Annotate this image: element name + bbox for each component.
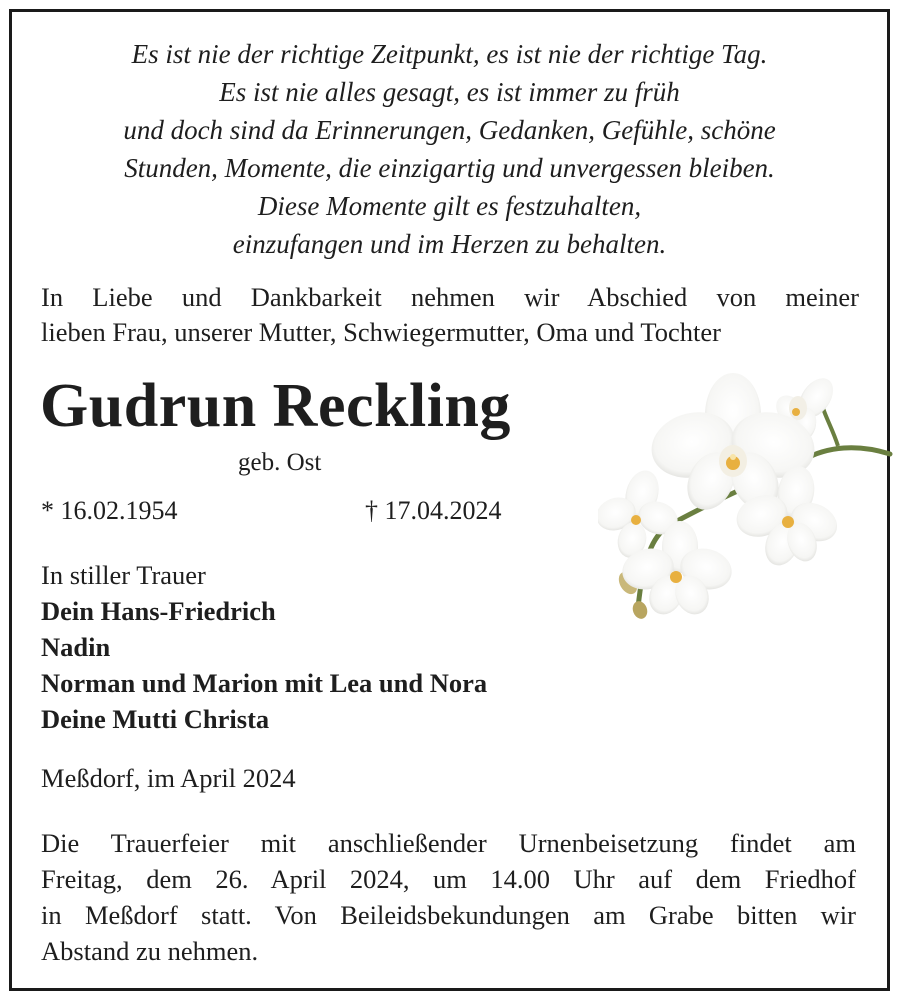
poem-line: Stunden, Momente, die einzigartig und unvergessen bleiben.: [124, 153, 775, 183]
poem-line: einzufangen und im Herzen zu behalten.: [232, 229, 667, 259]
mourner-name: Deine Mutti Christa: [41, 704, 270, 734]
poem-line: Diese Momente gilt es festzuhalten,: [257, 191, 642, 221]
mourner-name: Nadin: [41, 632, 111, 662]
deceased-name: Gudrun Reckling: [40, 372, 511, 440]
funeral-notice: [41, 825, 856, 969]
funeral-line: Abstand zu nehmen.: [41, 936, 259, 966]
memorial-poem: [0, 35, 899, 263]
funeral-line: Freitag, dem 26. April 2024, um 14.00 Uhr auf dem Friedhof: [41, 864, 856, 894]
maiden-name: geb. Ost: [238, 449, 322, 476]
farewell-intro: [41, 280, 859, 350]
death-date: † 17.04.2024: [365, 496, 502, 525]
mourner-name: Dein Hans-Friedrich: [41, 596, 276, 626]
mourner-name: Norman und Marion mit Lea und Nora: [41, 668, 488, 698]
funeral-line: Die Trauerfeier mit anschließender Urnenbeisetzung findet am: [41, 828, 856, 858]
poem-line: und doch sind da Erinnerungen, Gedanken, Gefühle, schöne: [123, 115, 776, 145]
funeral-line: in Meßdorf statt. Von Beileidsbekundungen am Grabe bitten wir: [41, 900, 856, 930]
birth-date: * 16.02.1954: [41, 496, 178, 525]
place-and-date: Meßdorf, im April 2024: [41, 763, 296, 793]
intro-line: In Liebe und Dankbarkeit nehmen wir Abschied von meiner: [41, 282, 859, 312]
poem-line: Es ist nie der richtige Zeitpunkt, es ist nie der richtige Tag.: [131, 39, 768, 69]
mourners-block: [41, 557, 487, 737]
orchid-icon: [598, 368, 893, 623]
poem-line: Es ist nie alles gesagt, es ist immer zu früh: [219, 77, 680, 107]
mourners-heading: In stiller Trauer: [41, 560, 206, 590]
intro-line: lieben Frau, unserer Mutter, Schwiegermutter, Oma und Tochter: [41, 317, 721, 347]
